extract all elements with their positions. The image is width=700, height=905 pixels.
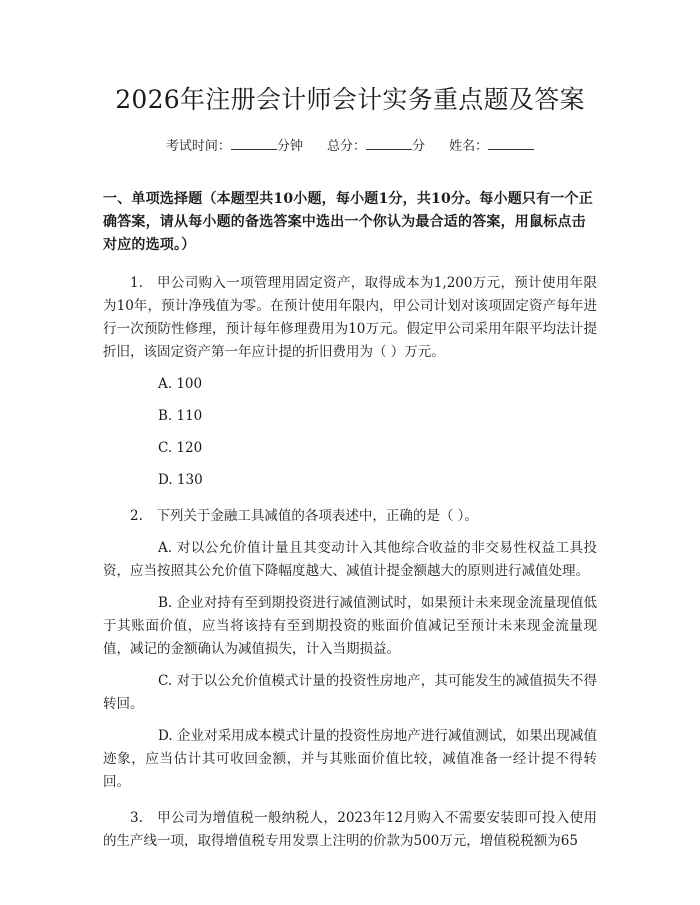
exam-time-label: 考试时间： — [165, 139, 231, 154]
section-header-single-choice: 一、单项选择题（本题型共10小题，每小题1分，共10分。每小题只有一个正确答案，请从每小题的备选答案中选出一个你认为最合适的答案，用鼠标点击对应的选项。） — [103, 191, 593, 253]
question-2-option-c[interactable]: C. 对于以公允价值模式计量的投资性房地产，其可能发生的减值损失不得转回。 — [103, 673, 597, 712]
question-2: 2. 下列关于金融工具减值的各项表述中，正确的是（ ）。 — [130, 508, 478, 524]
exam-time-unit: 分钟 — [276, 139, 303, 154]
exam-score-unit: 分 — [412, 139, 426, 154]
question-1-option-c[interactable]: C. 120 — [158, 440, 203, 456]
question-1: 1. 甲公司购入一项管理用固定资产，取得成本为1,200万元，预计使用年限为10年，预计净残值为零。在预计使用年限内，甲公司计划对该项固定资产每年进行一次预防性修理，预计每年修理费用为10万元。假定甲公司采用年限平均法计提折旧，该固定资产第一年应计提的折旧费用为（ ）万元。 — [103, 275, 597, 360]
question-3: 3. 甲公司为增值税一般纳税人，2023年12月购入不需要安装即可投入使用的生产线一项，取得增值税专用发票上注明的价款为500万元，增值税税额为65 — [103, 810, 597, 849]
exam-name-label: 姓名： — [449, 139, 489, 154]
exam-score-label: 总分： — [326, 139, 366, 154]
question-2-option-b[interactable]: B. 企业对持有至到期投资进行减值测试时，如果预计未来现金流量现值低于其账面价值，应当将该持有至到期投资的账面价值减记至预计未来现金流量现值，减记的金额确认为减值损失，计入当期损益。 — [103, 595, 597, 657]
exam-info-line — [103, 136, 597, 158]
exam-name-blank[interactable] — [488, 137, 534, 150]
question-1-option-d[interactable]: D. 130 — [158, 472, 203, 488]
exam-score — [327, 136, 425, 158]
exam-name — [449, 136, 534, 158]
question-2-option-a[interactable]: A. 对以公允价值计量且其变动计入其他综合收益的非交易性权益工具投资，应当按照其公允价值下降幅度越大、减值计提金额越大的原则进行减值处理。 — [103, 540, 597, 579]
document-title: 2026年注册会计师会计实务重点题及答案 — [115, 85, 585, 114]
exam-score-blank[interactable] — [366, 137, 412, 150]
exam-time — [166, 136, 303, 158]
question-1-option-a[interactable]: A. 100 — [158, 376, 203, 392]
exam-time-blank[interactable] — [231, 137, 277, 150]
question-2-option-d[interactable]: D. 企业对采用成本模式计量的投资性房地产进行减值测试，如果出现减值迹象，应当估计其可收回金额，并与其账面价值比较，减值准备一经计提不得转回。 — [103, 728, 597, 790]
question-1-option-b[interactable]: B. 110 — [158, 408, 203, 424]
